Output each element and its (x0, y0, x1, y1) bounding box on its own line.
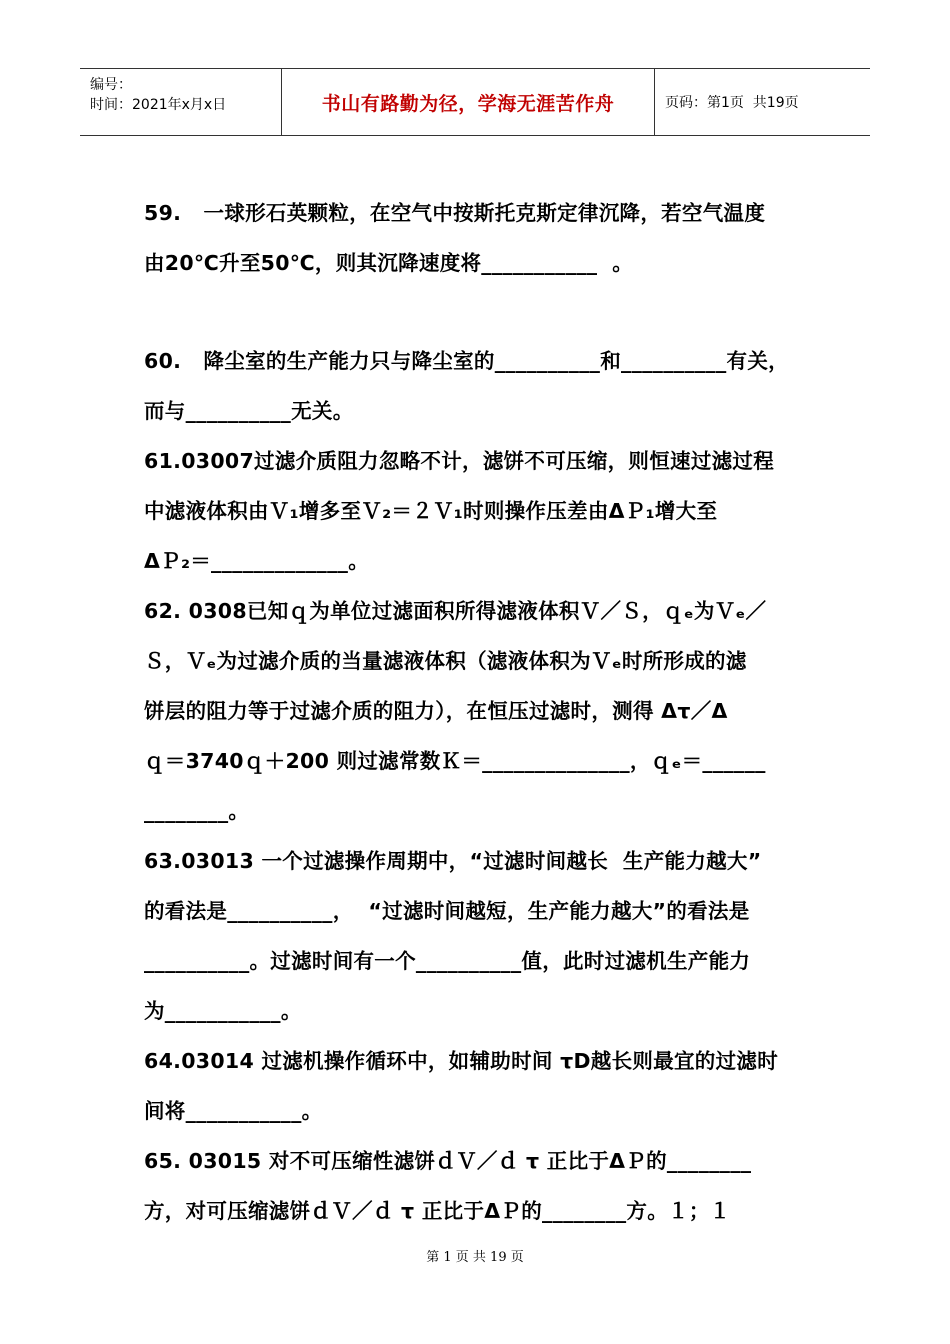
q65-line-2: 方，对可压缩滤饼ｄＶ／ｄ τ 正比于ΔＰ的________方。１；１ (144, 1199, 731, 1223)
number-label: 编号： (90, 77, 132, 93)
document-header (80, 68, 870, 136)
page-info-text: 页码：第1页 共19页 (665, 95, 799, 111)
header-motto: 书山有路勤为径，学海无涯苦作舟 (282, 69, 655, 135)
q61-line-1: 61.03007过滤介质阻力忽略不计，滤饼不可压缩，则恒速过滤过程 (144, 449, 775, 473)
q62-line-5: ________。 (144, 799, 250, 823)
q60-line-2: 而与__________无关。 (144, 399, 354, 423)
q63-line-1: 63.03013 一个过滤操作周期中，“过滤时间越长 生产能力越大” (144, 849, 762, 873)
header-page-info (655, 69, 870, 135)
q61-line-3: ΔＰ₂＝_____________。 (144, 549, 369, 573)
q62-line-3: 饼层的阻力等于过滤介质的阻力），在恒压过滤时，测得 Δτ／Δ (144, 699, 728, 723)
q62-line-2: Ｓ，Ｖₑ为过滤介质的当量滤液体积（滤液体积为Ｖₑ时所形成的滤 (144, 649, 747, 673)
q62-line-1: 62. 0308已知ｑ为单位过滤面积所得滤液体积Ｖ／Ｓ，ｑₑ为Ｖₑ／ (144, 599, 767, 623)
q65-line-1: 65. 03015 对不可压缩性滤饼ｄＶ／ｄ τ 正比于ΔＰ的________ (144, 1149, 752, 1173)
q61-line-2: 中滤液体积由Ｖ₁增多至Ｖ₂＝２Ｖ₁时则操作压差由ΔＰ₁增大至 (144, 499, 718, 523)
q64-line-1: 64.03014 过滤机操作循环中，如辅助时间 τD越长则最宜的过滤时 (144, 1049, 779, 1073)
header-meta (80, 69, 282, 135)
q59-line-1: 59. 一球形石英颗粒，在空气中按斯托克斯定律沉降，若空气温度 (144, 201, 766, 225)
q63-line-3: __________。过滤时间有一个__________值，此时过滤机生产能力 (144, 949, 751, 973)
time-label: 时间：2021年x月x日 (90, 97, 227, 113)
q60-line-1: 60. 降尘室的生产能力只与降尘室的__________和__________有关， (144, 349, 789, 373)
q63-line-4: 为___________。 (144, 999, 302, 1023)
q59-line-2: 由20℃升至50℃，则其沉降速度将___________ 。 (144, 251, 634, 275)
q64-line-2: 间将___________。 (144, 1099, 323, 1123)
q62-line-4: ｑ＝3740ｑ＋200 则过滤常数Ｋ＝______________，ｑₑ＝______ (144, 749, 766, 773)
q63-line-2: 的看法是__________， “过滤时间越短，生产能力越大”的看法是 (144, 899, 750, 923)
page-footer: 第 1 页 共 19 页 (426, 1250, 524, 1265)
